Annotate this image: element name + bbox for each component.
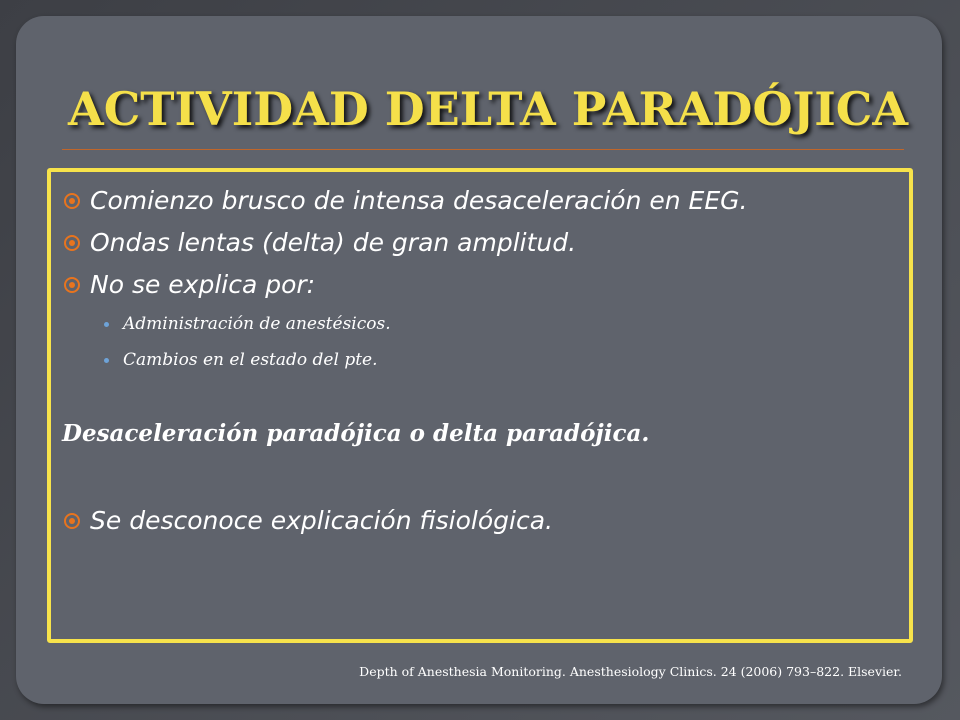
sub-bullet-item: [104, 350, 378, 370]
circled-dot-icon: [62, 275, 82, 295]
dot-icon: [104, 322, 109, 327]
dot-icon: [104, 358, 109, 363]
bullet-item: [62, 228, 576, 257]
bullet-text: No se explica por:: [90, 270, 316, 299]
circled-dot-icon: [62, 191, 82, 211]
citation-footer: Depth of Anesthesia Monitoring. Anesthesiology Clinics. 24 (2006) 793–822. Elsevier.: [359, 664, 902, 679]
bullet-item: [62, 270, 315, 299]
circled-dot-icon: [62, 233, 82, 253]
bullet-item: [62, 186, 747, 215]
bullet-text: Ondas lentas (delta) de gran amplitud.: [90, 228, 577, 257]
bullet-text: Comienzo brusco de intensa desaceleración en EEG.: [90, 186, 748, 215]
bullet-item: [62, 506, 553, 535]
circled-dot-icon: [62, 511, 82, 531]
slide-title: ACTIVIDAD DELTA PARADÓJICA: [68, 82, 909, 136]
sub-bullet-item: [104, 314, 391, 334]
emphasis-statement: Desaceleración paradójica o delta paradójica.: [62, 420, 650, 447]
sub-bullet-text: Cambios en el estado del pte.: [123, 350, 378, 370]
sub-bullet-text: Administración de anestésicos.: [123, 314, 391, 334]
bullet-text: Se desconoce explicación fisiológica.: [90, 506, 553, 535]
title-underline: [62, 149, 904, 150]
